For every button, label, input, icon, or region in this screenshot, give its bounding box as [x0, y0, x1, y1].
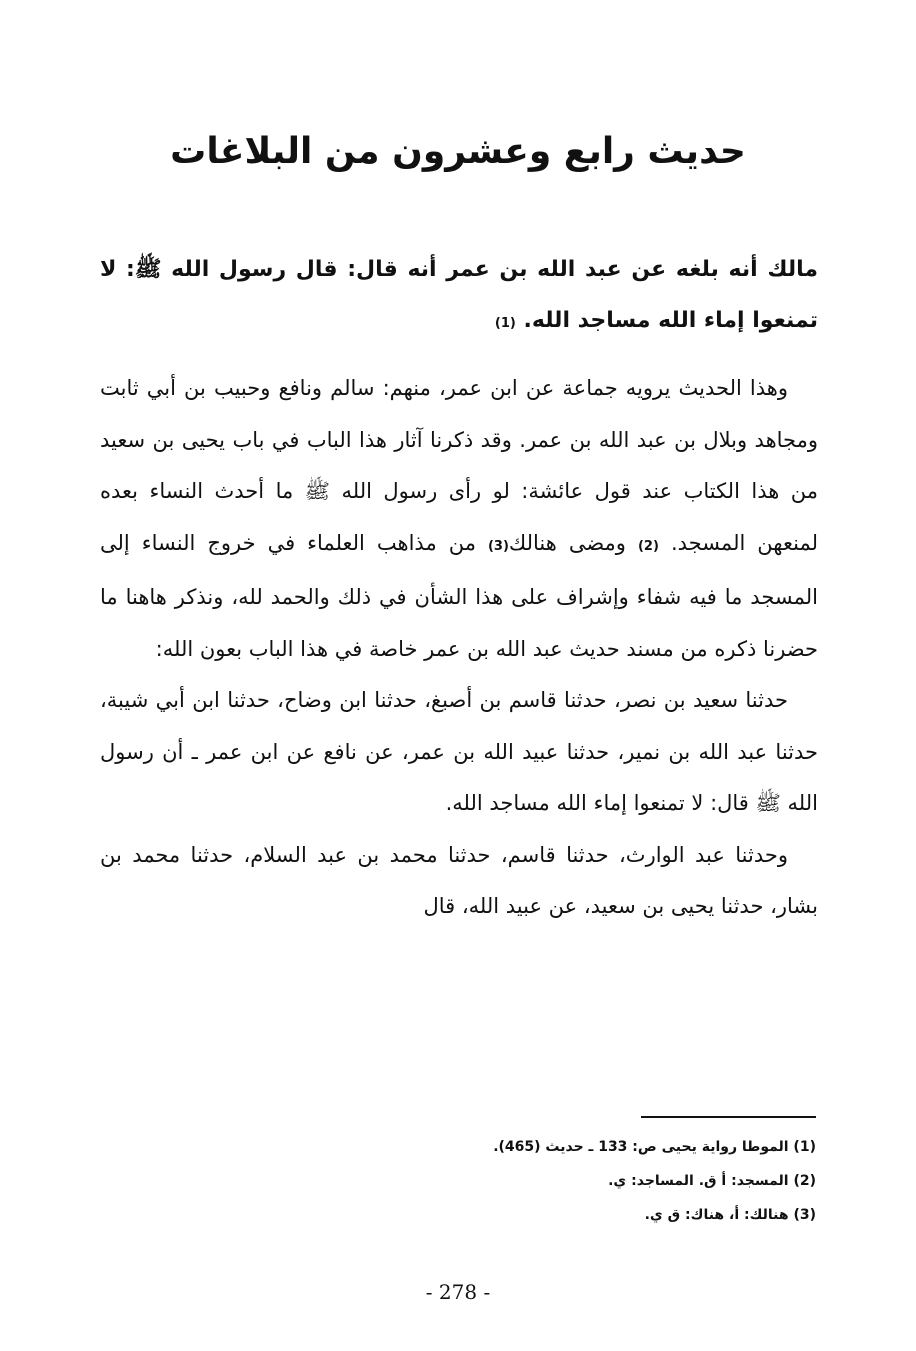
footnotes [100, 1130, 816, 1232]
hadith-lead [100, 244, 818, 349]
chapter-title: حديث رابع وعشرون من البلاغات [170, 131, 746, 172]
isnad-paragraph-1: حدثنا سعيد بن نصر، حدثنا قاسم بن أصبغ، حدثنا ابن وضاح، حدثنا ابن أبي شيبة، حدثنا عبد الله بن نمير، حدثنا عبيد الله بن عمر، عن نافع عن ابن عمر ـ أن رسول الله ﷺ قال: لا تمنعوا إماء الله مساجد الله. [100, 688, 818, 815]
footnote-divider [641, 1116, 816, 1118]
page-number: - 278 - [425, 1280, 491, 1304]
footnote-marker-3: (3) [487, 538, 509, 554]
commentary-paragraph [100, 363, 818, 675]
footnote-3: (3) هنالك: أ، هناك: ق ي. [644, 1207, 816, 1223]
hadith-lead-text: مالك أنه بلغه عن عبد الله بن عمر أنه قال: قال رسول الله ﷺ: لا تمنعوا إماء الله مساجد الله. [100, 257, 818, 333]
commentary-part-1: وهذا الحديث يرويه جماعة عن ابن عمر، منهم: سالم ونافع وحبيب بن أبي ثابت ومجاهد وبلال بن عبد الله بن عمر. وقد ذكرنا آثار هذا الباب في باب يحيى بن سعيد من هذا الكتاب عند قول عائشة: لو رأى رسول الله ﷺ ما أحدث النساء بعده لمنعهن المسجد. [100, 376, 818, 555]
commentary-part-2: ومضى هنالك [508, 530, 626, 555]
main-text [100, 244, 818, 933]
footnote-marker-1: (1) [494, 316, 516, 331]
footnote-2: (2) المسجد: أ ق. المساجد: ي. [608, 1173, 816, 1189]
footnote-1: (1) الموطا رواية يحيى ص: 133 ـ حديث (465). [493, 1139, 816, 1155]
footnote-marker-2: (2) [637, 538, 659, 554]
commentary-part-3: من مذاهب العلماء في خروج النساء إلى المسجد ما فيه شفاء وإشراف على هذا الشأن في ذلك والحمد لله، ونذكر هاهنا ما حضرنا ذكره من مسند حديث عبد الله بن عمر خاصة في هذا الباب بعون الله: [100, 530, 818, 661]
isnad-paragraph-2: وحدثنا عبد الوارث، حدثنا قاسم، حدثنا محمد بن عبد السلام، حدثنا محمد بن بشار، حدثنا يحيى بن سعيد، عن عبيد الله، قال [100, 842, 818, 918]
